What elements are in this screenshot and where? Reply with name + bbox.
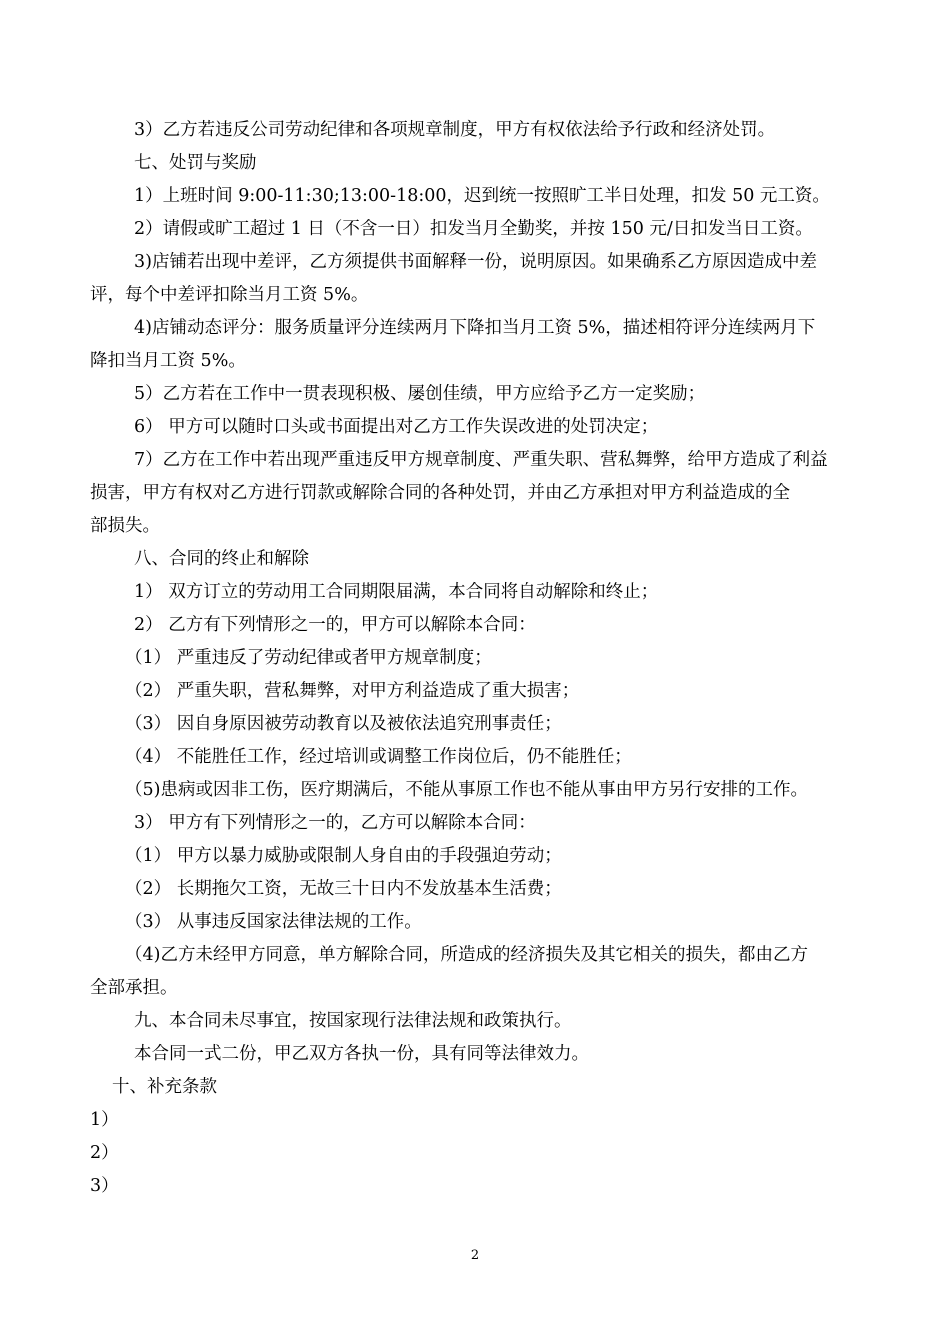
section-heading: 八、合同的终止和解除 (134, 549, 309, 569)
section-heading: 九、本合同未尽事宜，按国家现行法律法规和政策执行。 (134, 1011, 572, 1031)
list-item: （1） 甲方以暴力威胁或限制人身自由的手段强迫劳动； (125, 846, 562, 866)
paragraph-line: 3）乙方若违反公司劳动纪律和各项规章制度，甲方有权依法给予行政和经济处罚。 (134, 120, 776, 140)
paragraph-line: 1）上班时间 9:00-11:30;13:00-18:00，迟到统一按照旷工半日处理，扣发 50 元工资。 (134, 186, 830, 206)
page-number: 2 (470, 1248, 480, 1263)
list-item: （4)乙方未经甲方同意，单方解除合同，所造成的经济损失及其它相关的损失，都由乙方 (125, 945, 808, 965)
list-item: （3） 因自身原因被劳动教育以及被依法追究刑事责任； (125, 714, 562, 734)
paragraph-line: 7）乙方在工作中若出现严重违反甲方规章制度、严重失职、营私舞弊，给甲方造成了利益 (134, 450, 828, 470)
paragraph-line: 降扣当月工资 5%。 (90, 351, 246, 371)
paragraph-line: 部损失。 (90, 516, 160, 536)
paragraph-line: 5）乙方若在工作中一贯表现积极、屡创佳绩，甲方应给予乙方一定奖励； (134, 384, 706, 404)
section-heading: 七、处罚与奖励 (134, 153, 257, 173)
paragraph-line: 4)店铺动态评分：服务质量评分连续两月下降扣当月工资 5%，描述相符评分连续两月下 (134, 318, 816, 338)
paragraph-line: 2）请假或旷工超过 1 日（不含一日）扣发当月全勤奖，并按 150 元/日扣发当日工资。 (134, 219, 813, 239)
list-item: （5)患病或因非工伤，医疗期满后，不能从事原工作也不能从事由甲方另行安排的工作。 (125, 780, 808, 800)
blank-item: 3） (90, 1176, 119, 1196)
list-item: （1） 严重违反了劳动纪律或者甲方规章制度； (125, 648, 492, 668)
paragraph-line: 6） 甲方可以随时口头或书面提出对乙方工作失误改进的处罚决定； (134, 417, 659, 437)
list-item: （2） 严重失职，营私舞弊，对甲方利益造成了重大损害； (125, 681, 580, 701)
list-item: （4） 不能胜任工作，经过培训或调整工作岗位后，仍不能胜任； (125, 747, 632, 767)
paragraph-line: 3)店铺若出现中差评，乙方须提供书面解释一份，说明原因。如果确系乙方原因造成中差 (134, 252, 817, 272)
paragraph-line: 全部承担。 (90, 978, 178, 998)
paragraph-line: 2） 乙方有下列情形之一的，甲方可以解除本合同： (134, 615, 536, 635)
paragraph-line: 1） 双方订立的劳动用工合同期限届满，本合同将自动解除和终止； (134, 582, 659, 602)
list-item: （2） 长期拖欠工资，无故三十日内不发放基本生活费； (125, 879, 562, 899)
paragraph-line: 损害，甲方有权对乙方进行罚款或解除合同的各种处罚，并由乙方承担对甲方利益造成的全 (90, 483, 790, 503)
paragraph-line: 3） 甲方有下列情形之一的，乙方可以解除本合同： (134, 813, 536, 833)
paragraph-line: 本合同一式二份，甲乙双方各执一份，具有同等法律效力。 (134, 1044, 589, 1064)
blank-item: 1） (90, 1110, 119, 1130)
list-item: （3） 从事违反国家法律法规的工作。 (125, 912, 422, 932)
paragraph-line: 评，每个中差评扣除当月工资 5%。 (90, 285, 369, 305)
section-heading: 十、补充条款 (112, 1077, 217, 1097)
blank-item: 2） (90, 1143, 119, 1163)
